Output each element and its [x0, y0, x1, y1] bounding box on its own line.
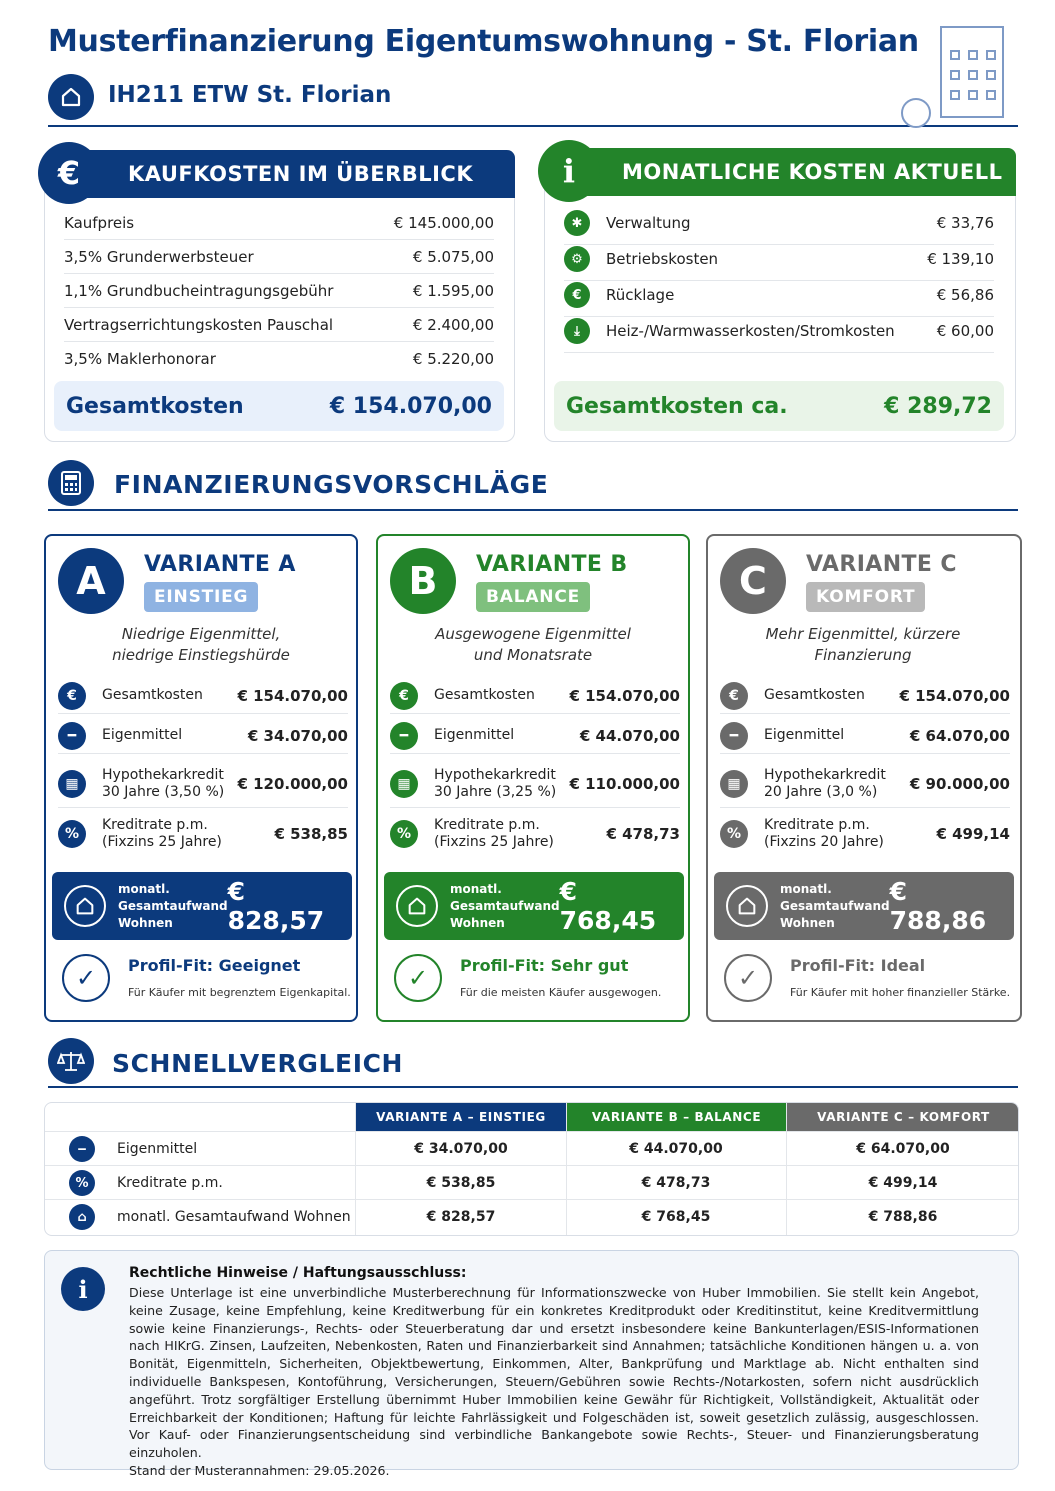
variant-card-b	[376, 534, 690, 1022]
variant-row-label: Kreditrate p.m. (Fixzins 25 Jahre)	[434, 817, 554, 850]
variant-badge: KOMFORT	[806, 582, 925, 612]
purchase-costs-heading: KAUFKOSTEN IM ÜBERBLICK	[128, 162, 474, 186]
purchase-cost-row	[64, 316, 494, 342]
house-icon	[726, 885, 768, 927]
variant-profile-note: Für die meisten Käufer ausgewogen.	[460, 986, 662, 999]
minus-icon: ━	[390, 722, 418, 750]
variant-title: VARIANTE A	[144, 552, 296, 577]
comparison-row-label: Kreditrate p.m.	[117, 1175, 223, 1191]
variant-row-value: € 64.070,00	[909, 726, 1010, 745]
monthly-cost-row	[564, 282, 994, 317]
variant-row-label: Hypothekarkredit 30 Jahre (3,25 %)	[434, 766, 557, 800]
comparison-row-label: Eigenmittel	[117, 1141, 198, 1157]
variant-total-label: monatl. Gesamtaufwand Wohnen	[450, 881, 560, 930]
variant-letter-badge: A	[58, 548, 124, 614]
comparison-table	[44, 1102, 1019, 1236]
minus-icon: ━	[58, 722, 86, 750]
variant-profile-note: Für Käufer mit begrenztem Eigenkapital.	[128, 986, 351, 999]
variant-row	[58, 810, 348, 858]
monthly-cost-label: Heiz-/Warmwasserkosten/Stromkosten	[606, 322, 895, 340]
variant-row	[720, 718, 1010, 754]
variant-badge: EINSTIEG	[144, 582, 258, 612]
purchase-cost-label: Vertragserrichtungskosten Pauschal	[64, 316, 334, 334]
purchase-cost-row	[64, 248, 494, 274]
variant-total-value: € 828,57	[227, 877, 325, 935]
house-icon: ⌂	[69, 1204, 95, 1230]
comparison-row	[45, 1199, 1019, 1233]
variant-row-value: € 154.070,00	[237, 686, 348, 705]
variant-row	[58, 760, 348, 808]
variant-row-label: Gesamtkosten	[102, 687, 203, 703]
comparison-cell: € 64.070,00	[856, 1141, 950, 1157]
purchase-cost-row	[64, 350, 494, 375]
variant-profile-fit: Profil-Fit: Ideal	[790, 956, 926, 975]
purchase-cost-label: 1,1% Grundbucheintragungsgebühr	[64, 282, 334, 300]
cog-icon: ⚙	[564, 246, 590, 272]
variant-monthly-total	[714, 872, 1014, 940]
variant-row-label: Gesamtkosten	[434, 687, 535, 703]
variant-description: Mehr Eigenmittel, kürzere Finanzierung	[765, 625, 961, 664]
calculator-icon	[48, 460, 94, 506]
house-icon	[48, 74, 94, 120]
variant-row	[58, 718, 348, 754]
gear-icon: ✱	[564, 210, 590, 236]
variant-row	[390, 810, 680, 858]
variant-title: VARIANTE C	[806, 552, 957, 577]
house-icon	[396, 885, 438, 927]
variant-row	[390, 718, 680, 754]
monthly-total-value: € 289,72	[884, 393, 992, 419]
variant-description: Ausgewogene Eigenmittel und Monatsrate	[435, 625, 631, 664]
variant-total-value: € 788,86	[889, 877, 987, 935]
variant-monthly-total	[384, 872, 684, 940]
variant-row-value: € 90.000,00	[909, 774, 1010, 793]
monthly-total-label: Gesamtkosten ca.	[566, 393, 788, 419]
variant-row	[390, 760, 680, 808]
financing-divider	[48, 509, 1018, 511]
variant-row-value: € 538,85	[274, 825, 348, 843]
comparison-cell: € 499,14	[868, 1175, 938, 1191]
variant-row-value: € 34.070,00	[247, 726, 348, 745]
minus-icon: ‒	[69, 1136, 95, 1162]
variant-row-label: Eigenmittel	[434, 727, 515, 743]
legal-title: Rechtliche Hinweise / Haftungsausschluss:	[129, 1265, 467, 1281]
variant-row-label: Hypothekarkredit 30 Jahre (3,50 %)	[102, 766, 225, 800]
header-divider	[48, 125, 1018, 127]
monthly-cost-row	[564, 210, 994, 245]
comparison-cell: € 828,57	[426, 1209, 496, 1225]
variant-total-label: monatl. Gesamtaufwand Wohnen	[118, 881, 228, 930]
comparison-cell: € 478,73	[641, 1175, 711, 1191]
monthly-cost-label: Rücklage	[606, 286, 675, 304]
variant-letter-badge: B	[390, 548, 456, 614]
euro-icon: €	[38, 142, 100, 204]
monthly-cost-label: Betriebskosten	[606, 250, 719, 268]
purchase-total-value: € 154.070,00	[329, 393, 492, 419]
monthly-cost-value: € 139,10	[927, 250, 994, 268]
monthly-cost-row	[564, 246, 994, 281]
house-icon	[64, 885, 106, 927]
legal-stand: Stand der Musterannahmen: 29.05.2026.	[129, 1462, 390, 1478]
variant-row-value: € 44.070,00	[579, 726, 680, 745]
purchase-cost-label: 3,5% Maklerhonorar	[64, 350, 216, 368]
comparison-cell: € 768,45	[641, 1209, 711, 1225]
monthly-total	[554, 381, 1004, 431]
purchase-total	[54, 381, 504, 431]
euro-icon: €	[720, 682, 748, 710]
variant-row	[58, 678, 348, 714]
variant-row-value: € 120.000,00	[237, 774, 348, 793]
variant-row-value: € 499,14	[936, 825, 1010, 843]
purchase-cost-value: € 1.595,00	[412, 282, 494, 300]
minus-icon: ━	[720, 722, 748, 750]
monthly-cost-value: € 33,76	[936, 214, 994, 232]
checkmark-icon: ✓	[724, 954, 772, 1002]
info-icon: i	[538, 140, 600, 202]
variant-row-value: € 110.000,00	[569, 774, 680, 793]
col-header-b: VARIANTE B – BALANCE	[567, 1103, 786, 1131]
euro-icon: €	[58, 682, 86, 710]
comparison-divider	[48, 1086, 1018, 1088]
col-header-a: VARIANTE A – EINSTIEG	[356, 1103, 566, 1131]
comparison-heading: SCHNELLVERGLEICH	[112, 1049, 404, 1078]
variant-badge: BALANCE	[476, 582, 590, 612]
variant-row	[720, 678, 1010, 714]
purchase-costs-banner	[60, 150, 515, 198]
variant-row-value: € 478,73	[606, 825, 680, 843]
variant-row-label: Hypothekarkredit 20 Jahre (3,0 %)	[764, 766, 886, 800]
comparison-cell: € 538,85	[426, 1175, 496, 1191]
decorative-circle	[901, 98, 931, 128]
variant-row-label: Eigenmittel	[764, 727, 845, 743]
variant-profile-fit: Profil-Fit: Sehr gut	[460, 956, 629, 975]
purchase-cost-row	[64, 214, 494, 240]
variant-total-value: € 768,45	[559, 877, 657, 935]
variant-title: VARIANTE B	[476, 552, 628, 577]
euro-icon: €	[564, 282, 590, 308]
download-icon: ⤓	[564, 318, 590, 344]
variant-row	[390, 678, 680, 714]
comparison-row	[45, 1131, 1019, 1165]
monthly-cost-row	[564, 318, 994, 353]
variant-card-a	[44, 534, 358, 1022]
checkmark-icon: ✓	[394, 954, 442, 1002]
variant-profile-fit: Profil-Fit: Geeignet	[128, 956, 301, 975]
monthly-costs-heading: MONATLICHE KOSTEN AKTUELL	[622, 160, 1003, 184]
purchase-total-label: Gesamtkosten	[66, 393, 244, 419]
calculator-icon: ▦	[58, 770, 86, 798]
variant-profile-note: Für Käufer mit hoher finanzieller Stärke.	[790, 986, 1011, 999]
variant-row	[720, 760, 1010, 808]
calculator-icon: ▦	[720, 770, 748, 798]
comparison-cell: € 44.070,00	[629, 1141, 723, 1157]
variant-row-value: € 154.070,00	[569, 686, 680, 705]
scale-icon	[48, 1038, 94, 1084]
col-header-c: VARIANTE C – KOMFORT	[787, 1103, 1019, 1131]
monthly-cost-value: € 60,00	[936, 322, 994, 340]
comparison-row-label: monatl. Gesamtaufwand Wohnen	[117, 1209, 351, 1225]
percent-icon: %	[390, 820, 418, 848]
percent-icon: %	[58, 820, 86, 848]
variant-row-label: Eigenmittel	[102, 727, 183, 743]
percent-icon: %	[69, 1170, 95, 1196]
variant-card-c	[706, 534, 1022, 1022]
property-subtitle: IH211 ETW St. Florian	[108, 82, 392, 108]
comparison-row	[45, 1165, 1019, 1199]
purchase-cost-value: € 2.400,00	[412, 316, 494, 334]
calculator-icon: ▦	[390, 770, 418, 798]
monthly-cost-value: € 56,86	[936, 286, 994, 304]
purchase-cost-label: Kaufpreis	[64, 214, 135, 232]
comparison-cell: € 34.070,00	[414, 1141, 508, 1157]
purchase-cost-row	[64, 282, 494, 308]
purchase-cost-value: € 145.000,00	[393, 214, 494, 232]
euro-icon: €	[390, 682, 418, 710]
page-title: Musterfinanzierung Eigentumswohnung - St. Florian	[48, 24, 919, 59]
variant-row-value: € 154.070,00	[899, 686, 1010, 705]
purchase-cost-value: € 5.075,00	[412, 248, 494, 266]
variant-total-label: monatl. Gesamtaufwand Wohnen	[780, 881, 890, 930]
checkmark-icon: ✓	[62, 954, 110, 1002]
info-icon: i	[61, 1267, 105, 1311]
variant-row-label: Kreditrate p.m. (Fixzins 20 Jahre)	[764, 817, 884, 850]
variant-row-label: Kreditrate p.m. (Fixzins 25 Jahre)	[102, 817, 222, 850]
building-icon	[940, 26, 1004, 118]
financing-heading: FINANZIERUNGSVORSCHLÄGE	[114, 470, 549, 499]
legal-body: Diese Unterlage ist eine unverbindliche Musterberechnung für Informationszwecke von Huber Immobilien. Sie stellt kein Angebot, keine Zusage, keine Empfehlung, keine Kreditwerbung für ein konkretes Kreditprodukt oder Kreditinstitut, keine Kreditvermittlung sowie keine Finanzierungs-, Rechts- oder Steuerberatung dar und ersetzt insbesondere keine Bankunterlagen/ESIS-Informationen nach HIKrG. Zinsen, Laufzeiten, Nebenkosten, Raten und Finanzierbarkeit sind Annahmen; tatsächliche Konditionen hängen u. a. von Bonität, Eigenmitteln, Sicherheiten, Objektbewertung, Einkommen, Alter, Bankprüfung und Marktlage ab. Nicht enthalten sind individuelle Bankspesen, Kontoführung, Versicherungen, Steuern/Gebühren sowie Rechts-/Notarkosten, sofern nicht ausdrücklich angeführt. Trotz sorgfältiger Erstellung übernimmt Huber Immobilien keine Gewähr für Richtigkeit, Vollständigkeit, Aktualität oder Erreichbarkeit der Konditionen; Haftung für leichte Fahrlässigkeit und Folgeschäden ist, soweit gesetzlich zulässig, ausgeschlossen. Vor Kauf- oder Finanzierungsentscheidung sind verbindliche Bankangebote sowie Rechts-, Steuer- und Finanzierungsberatung einzuholen. Stand der Musterannahmen: 29.05.2026.	[129, 1285, 979, 1478]
variant-description: Niedrige Eigenmittel, niedrige Einstiegshürde	[112, 625, 290, 664]
purchase-cost-label: 3,5% Grunderwerbsteuer	[64, 248, 254, 266]
monthly-costs-banner	[560, 148, 1016, 196]
legal-notice	[44, 1250, 1019, 1478]
comparison-cell: € 788,86	[868, 1209, 938, 1225]
percent-icon: %	[720, 820, 748, 848]
monthly-cost-label: Verwaltung	[606, 214, 691, 232]
purchase-cost-value: € 5.220,00	[412, 350, 494, 368]
variant-letter-badge: C	[720, 548, 786, 614]
variant-monthly-total	[52, 872, 352, 940]
variant-row	[720, 810, 1010, 858]
variant-row-label: Gesamtkosten	[764, 687, 865, 703]
